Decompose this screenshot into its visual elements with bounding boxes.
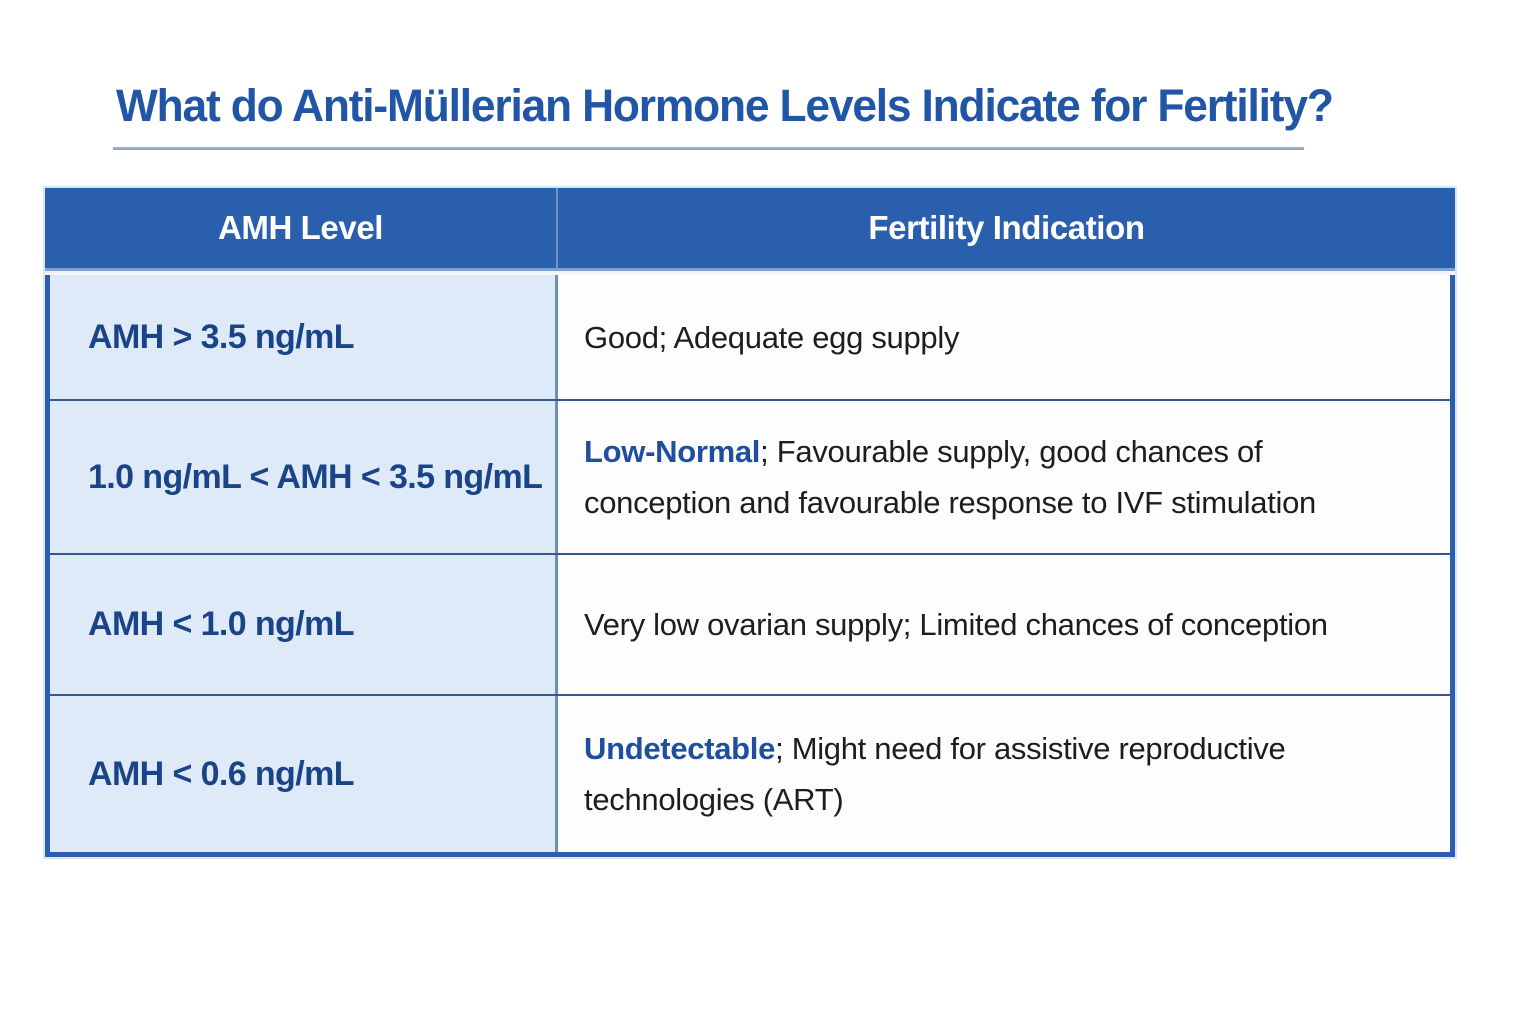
amh-level-cell: 1.0 ng/mL < AMH < 3.5 ng/mL [50, 401, 558, 553]
title-underline [113, 147, 1304, 150]
table-row [50, 694, 1450, 852]
column-header-amh-level: AMH Level [45, 188, 558, 268]
indication-body: Good; Adequate egg supply [584, 319, 960, 355]
fertility-indication-cell [558, 555, 1450, 694]
amh-fertility-table [45, 188, 1455, 857]
table-row [50, 275, 1450, 399]
header-body-divider [45, 268, 1455, 275]
indication-body: ; Might need for assistive reproductive technologies (ART) [584, 731, 1286, 817]
amh-level-cell: AMH < 0.6 ng/mL [50, 696, 558, 852]
column-header-fertility-indication: Fertility Indication [868, 209, 1145, 246]
table-header-row [45, 188, 1455, 268]
fertility-indication-cell [558, 275, 1450, 399]
indication-highlight: Undetectable [584, 731, 776, 766]
page-title: What do Anti-Müllerian Hormone Levels Indicate for Fertility? [116, 80, 1333, 131]
amh-level-cell: AMH > 3.5 ng/mL [50, 275, 558, 399]
indication-text [584, 599, 1328, 650]
indication-highlight: Low-Normal [584, 434, 761, 469]
table-row [50, 553, 1450, 694]
amh-level-cell: AMH < 1.0 ng/mL [50, 555, 558, 694]
table-row [50, 399, 1450, 553]
fertility-indication-cell [558, 696, 1450, 852]
fertility-indication-cell [558, 401, 1450, 553]
table-body [45, 275, 1455, 857]
indication-text [584, 723, 1398, 825]
indication-body: ; Favourable supply, good chances of conception and favourable response to IVF stimulation [584, 434, 1316, 520]
indication-body: Very low ovarian supply; Limited chances of conception [584, 607, 1328, 642]
indication-text [584, 426, 1398, 528]
indication-text [584, 312, 959, 363]
